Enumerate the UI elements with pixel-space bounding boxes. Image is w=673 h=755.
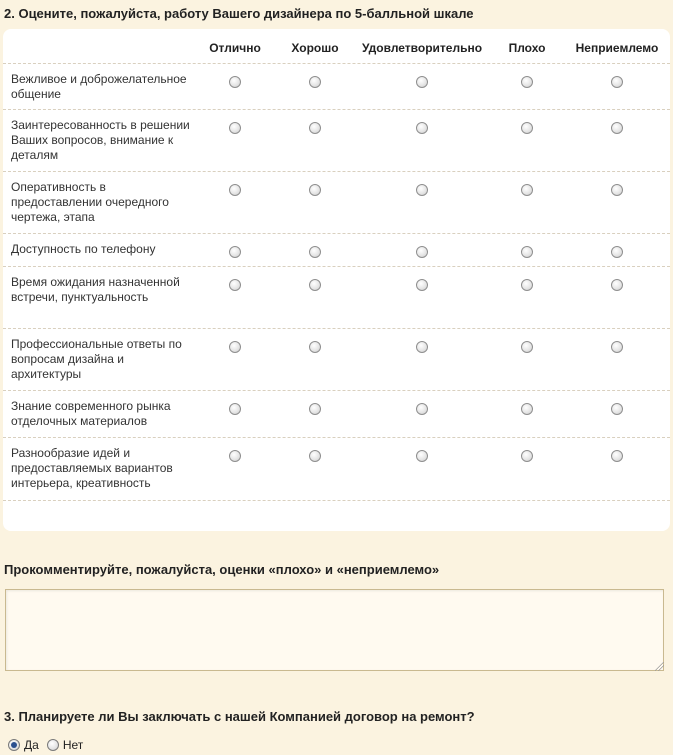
matrix-row-promptness	[3, 171, 670, 234]
column-header-satisfactory: Удовлетворительно	[361, 41, 483, 55]
radio-phone-unacceptable[interactable]	[611, 246, 623, 258]
radio-yes[interactable]	[8, 739, 20, 751]
radio-market-knowledge-satisfactory[interactable]	[416, 403, 428, 415]
row-label: Вежливое и доброжелательное общение	[11, 72, 187, 101]
radio-creativity-satisfactory[interactable]	[416, 450, 428, 462]
radio-politeness-bad[interactable]	[521, 76, 533, 88]
radio-phone-bad[interactable]	[521, 246, 533, 258]
radio-no[interactable]	[47, 739, 59, 751]
radio-creativity-unacceptable[interactable]	[611, 450, 623, 462]
radio-market-knowledge-excellent[interactable]	[229, 403, 241, 415]
radio-punctuality-unacceptable[interactable]	[611, 279, 623, 291]
radio-promptness-good[interactable]	[309, 184, 321, 196]
column-header-unacceptable: Неприемлемо	[575, 41, 659, 55]
radio-market-knowledge-good[interactable]	[309, 403, 321, 415]
option-no[interactable]	[47, 738, 83, 752]
option-yes[interactable]	[8, 738, 39, 752]
row-label: Заинтересованность в решении Ваших вопросов, внимание к деталям	[11, 118, 190, 162]
radio-promptness-satisfactory[interactable]	[416, 184, 428, 196]
radio-politeness-excellent[interactable]	[229, 76, 241, 88]
radio-punctuality-satisfactory[interactable]	[416, 279, 428, 291]
matrix-row-punctuality	[3, 266, 670, 329]
radio-phone-excellent[interactable]	[229, 246, 241, 258]
matrix-row-phone	[3, 233, 670, 267]
matrix-row-creativity	[3, 437, 670, 501]
radio-professionalism-unacceptable[interactable]	[611, 341, 623, 353]
radio-promptness-excellent[interactable]	[229, 184, 241, 196]
row-label: Профессиональные ответы по вопросам дизайна и архитектуры	[11, 337, 182, 381]
matrix-row-politeness	[3, 63, 670, 110]
question-2-title: 2. Оцените, пожалуйста, работу Вашего дизайнера по 5-балльной шкале	[4, 6, 474, 21]
radio-politeness-good[interactable]	[309, 76, 321, 88]
radio-punctuality-excellent[interactable]	[229, 279, 241, 291]
radio-professionalism-excellent[interactable]	[229, 341, 241, 353]
rating-matrix	[3, 29, 670, 531]
matrix-row-interest	[3, 109, 670, 172]
matrix-row-market-knowledge	[3, 390, 670, 438]
radio-phone-satisfactory[interactable]	[416, 246, 428, 258]
radio-interest-unacceptable[interactable]	[611, 122, 623, 134]
radio-professionalism-good[interactable]	[309, 341, 321, 353]
row-label: Время ожидания назначенной встречи, пунктуальность	[11, 275, 180, 304]
radio-market-knowledge-unacceptable[interactable]	[611, 403, 623, 415]
radio-professionalism-satisfactory[interactable]	[416, 341, 428, 353]
radio-politeness-satisfactory[interactable]	[416, 76, 428, 88]
radio-promptness-bad[interactable]	[521, 184, 533, 196]
option-no-label: Нет	[62, 738, 84, 752]
question-3-title: 3. Планируете ли Вы заключать с нашей Компанией договор на ремонт?	[4, 709, 475, 724]
radio-punctuality-bad[interactable]	[521, 279, 533, 291]
option-yes-label: Да	[24, 738, 39, 752]
radio-politeness-unacceptable[interactable]	[611, 76, 623, 88]
radio-phone-good[interactable]	[309, 246, 321, 258]
comment-question-title: Прокомментируйте, пожалуйста, оценки «плохо» и «неприемлемо»	[4, 562, 440, 577]
radio-creativity-bad[interactable]	[521, 450, 533, 462]
radio-promptness-unacceptable[interactable]	[611, 184, 623, 196]
comment-textarea[interactable]	[5, 589, 664, 671]
row-label: Знание современного рынка отделочных материалов	[11, 399, 171, 428]
row-label: Разнообразие идей и предоставляемых вариантов интерьера, креативность	[11, 446, 173, 490]
row-label: Оперативность в предоставлении очередного чертежа, этапа	[11, 180, 169, 224]
resize-grip-icon[interactable]	[655, 662, 664, 671]
radio-interest-excellent[interactable]	[229, 122, 241, 134]
column-header-bad: Плохо	[508, 41, 546, 55]
radio-interest-good[interactable]	[309, 122, 321, 134]
row-label: Доступность по телефону	[11, 242, 156, 256]
matrix-row-professionalism	[3, 328, 670, 391]
column-header-good: Хорошо	[291, 41, 339, 55]
radio-creativity-excellent[interactable]	[229, 450, 241, 462]
radio-market-knowledge-bad[interactable]	[521, 403, 533, 415]
q3-options	[8, 737, 91, 753]
radio-interest-bad[interactable]	[521, 122, 533, 134]
radio-interest-satisfactory[interactable]	[416, 122, 428, 134]
column-header-excellent: Отлично	[209, 41, 261, 55]
radio-creativity-good[interactable]	[309, 450, 321, 462]
radio-professionalism-bad[interactable]	[521, 341, 533, 353]
radio-punctuality-good[interactable]	[309, 279, 321, 291]
